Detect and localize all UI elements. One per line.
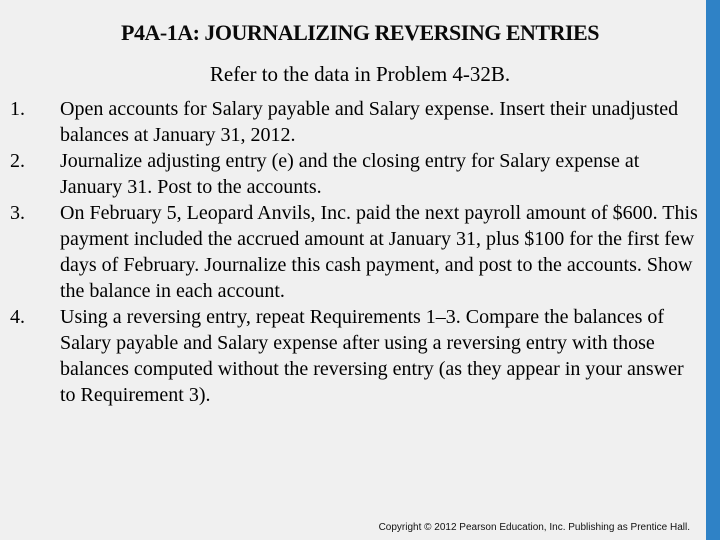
list-item-number: 2. bbox=[10, 150, 25, 172]
list-item-number: 3. bbox=[10, 202, 25, 224]
slide-title: P4A-1A: JOURNALIZING REVERSING ENTRIES bbox=[121, 20, 599, 45]
list-item-text: Open accounts for Salary payable and Salary expense. Insert their unadjusted balances at January 31, 2012. bbox=[60, 98, 679, 146]
list-item bbox=[10, 96, 700, 148]
list-item-text: On February 5, Leopard Anvils, Inc. paid the next payroll amount of $600. This payment included the accrued amount at January 31, plus $100 for the first few days of February. Journalize this cash payment, and post to the accounts. Show the balance in each account. bbox=[60, 202, 698, 302]
list-item-number: 1. bbox=[10, 98, 25, 120]
list-item bbox=[10, 304, 700, 408]
copyright-notice: Copyright © 2012 Pearson Education, Inc. Publishing as Prentice Hall. bbox=[378, 522, 690, 533]
slide-subtitle: Refer to the data in Problem 4-32B. bbox=[209, 62, 511, 86]
list-item-text: Using a reversing entry, repeat Requirements 1–3. Compare the balances of Salary payable and Salary expense after using a reversing entry with those balances computed without the reversing entry (as they appear in your answer to Requirement 3). bbox=[60, 306, 684, 406]
list-item bbox=[10, 200, 700, 304]
list-item-text: Journalize adjusting entry (e) and the closing entry for Salary expense at January 31. Post to the accounts. bbox=[60, 150, 640, 198]
requirements-list bbox=[10, 96, 700, 408]
list-item-number: 4. bbox=[10, 306, 25, 328]
list-item bbox=[10, 148, 700, 200]
